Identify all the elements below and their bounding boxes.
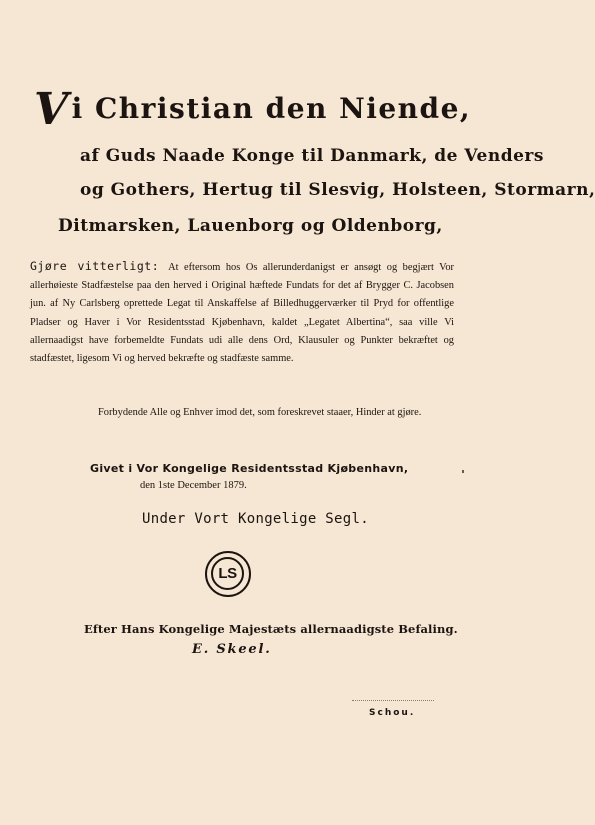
order-line: Efter Hans Kongelige Majestæts allernaadigste Befaling. <box>84 622 458 636</box>
signer-name: E. Skeel. <box>192 642 272 657</box>
intro-lead: Gjøre vitterligt: <box>30 259 160 273</box>
title-initial: V <box>34 84 70 135</box>
title-text: i Christian den Niende, <box>71 92 472 125</box>
intro-paragraph <box>30 257 454 368</box>
countersignature: Schou. <box>369 708 416 718</box>
seal-label: Under Vort Kongelige Segl. <box>142 511 369 527</box>
decree-title <box>34 84 472 135</box>
intro-text: At eftersom hos Os allerunderdanigst er ansøgt og begjært Vor allerhøieste Stadfæstelse paa den herved i Original hæftede Fundats for det af Brygger C. Jacobsen jun. af Ny Carlsberg oprettede Legat til Anskaffelse af Billedhuggerværker til Pryd for offentlige Pladser og Haver i Vor Residentsstad Kjøbenhavn, kaldet „Legatet Albertina“, saa ville Vi allernaadigst have forbemeldte Fundats udi alle dens Ord, Klausuler og Punkter bekræftet og stadfæstet, ligesom Vi og herved bekræfte og stadfæste samme. <box>30 262 454 365</box>
seal-text: LS <box>211 557 244 590</box>
signature-rule <box>352 700 434 701</box>
title-subline-1: af Guds Naade Konge til Danmark, de Venders <box>80 146 544 166</box>
seal-icon <box>205 551 251 597</box>
given-line: Givet i Vor Kongelige Residentsstad Kjøbenhavn, <box>90 462 409 475</box>
title-subline-2: og Gothers, Hertug til Slesvig, Holsteen, Stormarn, <box>80 180 595 200</box>
paper-speck <box>462 470 464 473</box>
date-line: den 1ste December 1879. <box>140 480 247 491</box>
prohibition-paragraph: Forbydende Alle og Enhver imod det, som foreskrevet staaer, Hinder at gjøre. <box>98 407 422 418</box>
title-subline-3: Ditmarsken, Lauenborg og Oldenborg, <box>58 216 443 236</box>
